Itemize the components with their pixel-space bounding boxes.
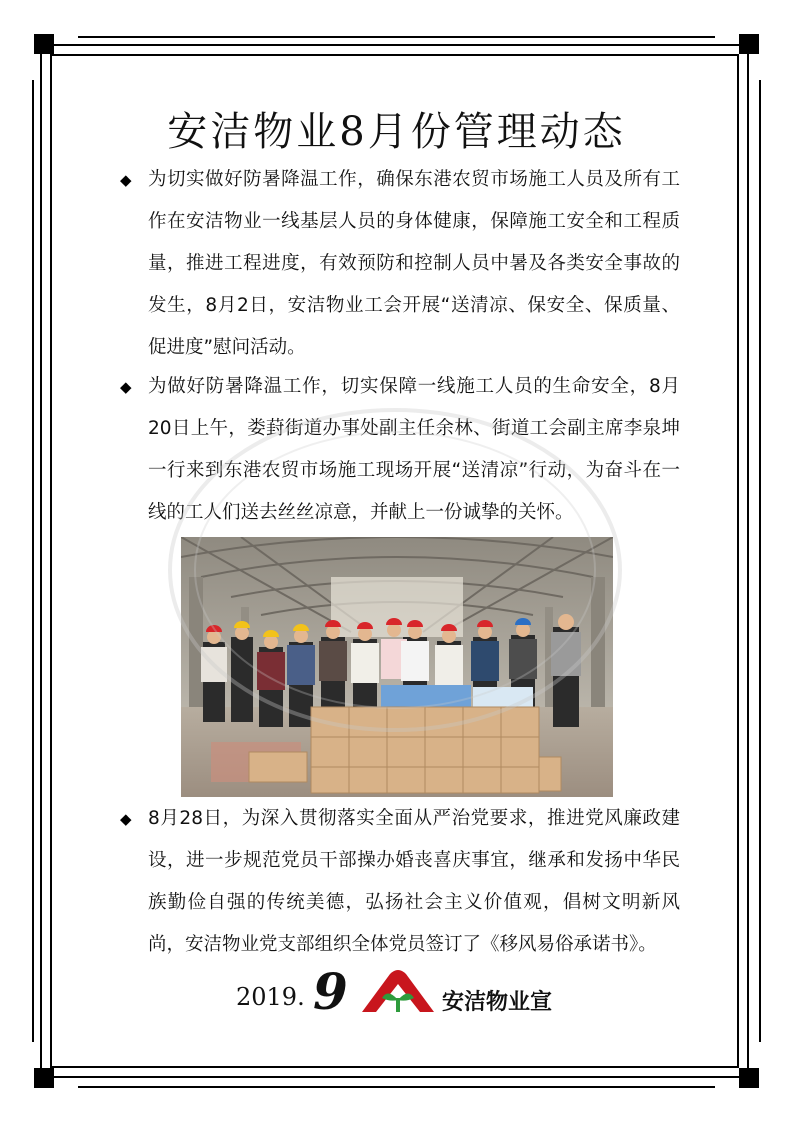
frame-top-extension xyxy=(78,36,715,38)
diamond-bullet-icon: ◆ xyxy=(120,378,132,396)
company-logo-icon xyxy=(360,968,436,1018)
footer-year: 2019. xyxy=(236,983,305,1011)
corner-square-top-left xyxy=(34,34,54,54)
news-item-3 xyxy=(120,798,680,966)
corner-square-top-right xyxy=(739,34,759,54)
frame-right-extension xyxy=(759,80,761,1042)
frame-left-extension xyxy=(32,80,34,1042)
footer-month: 9 xyxy=(313,962,348,1021)
page-title: 安洁物业8月份管理动态 xyxy=(167,109,626,155)
news-item-text: 为做好防暑降温工作，切实保障一线施工人员的生命安全，8月20日上午，娄葑街道办事处副主任余林、街道工会副主席李泉坤一行来到东港农贸市场施工现场开展“送清凉”行动，为奋斗在一线的工人们送去丝丝凉意，并献上一份诚挚的关怀。 xyxy=(148,376,680,523)
footer-organization: 安洁物业宣 xyxy=(442,989,553,1015)
diamond-bullet-icon: ◆ xyxy=(120,810,132,828)
frame-bottom-extension xyxy=(78,1086,715,1088)
news-item-text: 8月28日，为深入贯彻落实全面从严治党要求，推进党风廉政建设，进一步规范党员干部操办婚丧喜庆事宜，继承和发扬中华民族勤俭自强的传统美德，弘扬社会主义价值观，倡树文明新风尚，安洁物业党支部组织全体党员签订了《移风易俗承诺书》。 xyxy=(148,808,680,955)
event-photo xyxy=(181,537,613,797)
news-item-2 xyxy=(120,366,680,534)
news-item-text: 为切实做好防暑降温工作，确保东港农贸市场施工人员及所有工作在安洁物业一线基层人员的身体健康，保障施工安全和工程质量，推进工程进度，有效预防和控制人员中暑及各类安全事故的发生，8月2日，安洁物业工会开展“送清凉、保安全、保质量、促进度”慰问活动。 xyxy=(148,169,680,358)
corner-square-bottom-right xyxy=(739,1068,759,1088)
diamond-bullet-icon: ◆ xyxy=(120,171,132,189)
news-item-1 xyxy=(120,159,680,369)
corner-square-bottom-left xyxy=(34,1068,54,1088)
